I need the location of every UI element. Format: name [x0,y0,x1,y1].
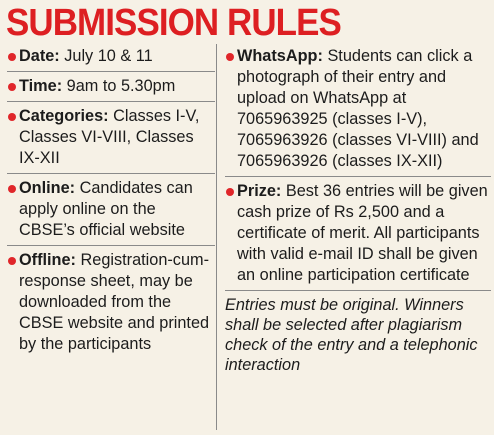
bullet-icon [8,185,16,193]
rule-text: Registration-cum-response sheet, may be downloaded from the CBSE website and printed by the participants [19,251,210,353]
rule-text: Candidates can apply online on the CBSE’s official website [19,179,193,239]
rule-text: Students can click a photograph of their entry and upload on WhatsApp at 7065963925 (classes I-V), 7065963926 (classes VI-VIII) and 7065963926 (classes IX-XII) [237,47,479,170]
page-title: SUBMISSION RULES [6,2,341,44]
rule-prize [225,177,491,291]
bullet-icon [226,188,234,196]
rule-whatsapp [225,42,491,177]
rule-text: July 10 & 11 [59,47,153,65]
bullet-icon [226,53,234,61]
bullet-icon [8,83,16,91]
bullet-icon [8,53,16,61]
rule-text: Best 36 entries will be given cash prize of Rs 2,500 and a certificate of merit. All participants with valid e-mail ID shall be given an online participation certificate [237,182,488,284]
rule-label: Prize: [237,182,282,200]
column-divider [216,44,217,430]
bullet-icon [8,257,16,265]
rule-online [7,174,215,246]
rule-categories [7,102,215,174]
rule-label: WhatsApp: [237,47,323,65]
left-column [7,42,215,359]
entries-note: Entries must be original. Winners shall be selected after plagiarism check of the entry and a telephonic interaction [225,296,478,374]
rule-label: Online: [19,179,76,197]
bullet-icon [8,113,16,121]
rule-text: Classes I-V, Classes VI-VIII, Classes IX-XII [19,107,200,167]
rule-label: Offline: [19,251,76,269]
rule-label: Time: [19,77,63,95]
rule-text: 9am to 5.30pm [62,77,176,95]
rule-label: Categories: [19,107,109,125]
rule-label: Date: [19,47,60,65]
rule-offline [7,246,215,359]
right-column [225,42,491,375]
rule-time [7,72,215,102]
rule-date [7,42,215,72]
